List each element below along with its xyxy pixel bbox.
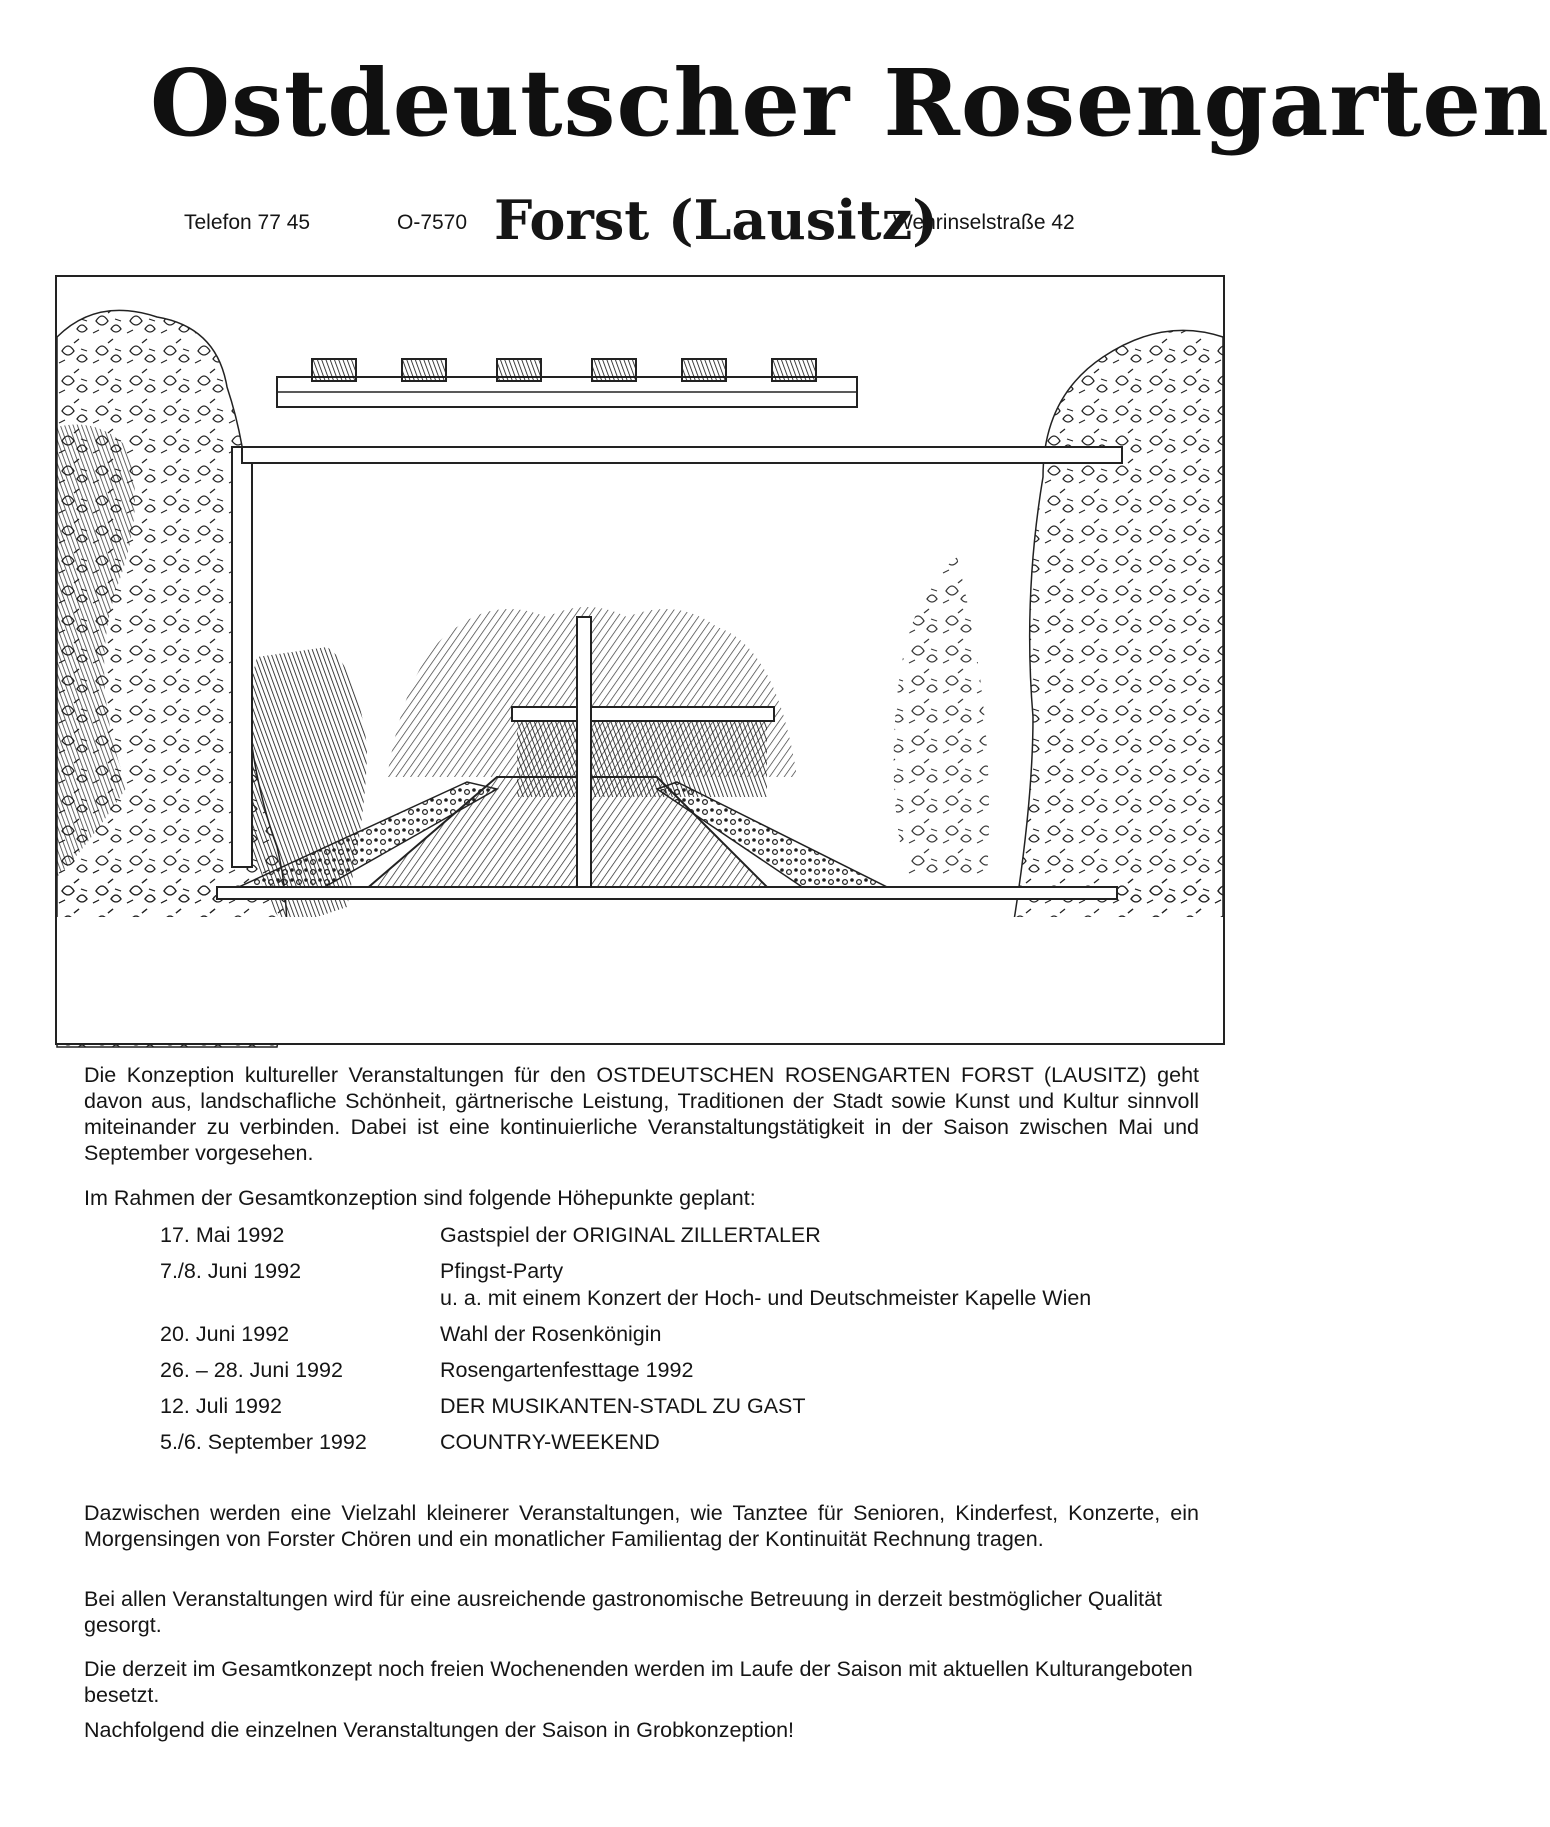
event-row — [160, 1321, 1200, 1348]
events-list — [160, 1222, 1200, 1465]
garden-illustration — [55, 275, 1225, 1045]
event-title: COUNTRY-WEEKEND — [440, 1430, 660, 1454]
central-post — [577, 617, 591, 897]
event-title: Gastspiel der ORIGINAL ZILLERTALER — [440, 1223, 821, 1247]
event-row — [160, 1393, 1200, 1420]
gastronomy-paragraph: Bei allen Veranstaltungen wird für eine ausreichende gastronomische Betreuung in derzeit bestmöglicher Qualität gesorgt. — [84, 1587, 1163, 1637]
event-detail: u. a. mit einem Konzert der Hoch- und Deutschmeister Kapelle Wien — [440, 1286, 1092, 1310]
event-title: Wahl der Rosenkönigin — [440, 1322, 662, 1346]
event-date: 17. Mai 1992 — [160, 1223, 285, 1247]
free-weekends-paragraph: Die derzeit im Gesamtkonzept noch freien Wochenenden werden im Laufe der Saison mit aktuellen Kulturangeboten besetzt. — [84, 1657, 1193, 1707]
event-row — [160, 1258, 1200, 1312]
ground-edge — [217, 887, 1117, 899]
event-row — [160, 1429, 1200, 1456]
event-date: 26. – 28. Juni 1992 — [160, 1358, 343, 1382]
event-date: 12. Juli 1992 — [160, 1394, 282, 1418]
between-paragraph: Dazwischen werden eine Vielzahl kleinerer Veranstaltungen, wie Tanztee für Senioren, Kinderfest, Konzerte, ein Morgensingen von Forster Chören und ein monatlicher Familientag der Kontinuität Rechnung tragen. — [84, 1501, 1199, 1551]
event-row — [160, 1357, 1200, 1384]
closing-line: Nachfolgend die einzelnen Veranstaltungen der Saison in Grobkonzeption! — [84, 1718, 794, 1742]
page-title: Ostdeutscher Rosengarten — [150, 49, 1550, 157]
left-pergola-post — [232, 447, 252, 867]
event-title: Pfingst-Party — [440, 1259, 564, 1283]
garden-pergola-drawing — [57, 277, 1223, 1043]
events-heading: Im Rahmen der Gesamtkonzeption sind folgende Höhepunkte geplant: — [84, 1186, 756, 1210]
event-title: DER MUSIKANTEN-STADL ZU GAST — [440, 1394, 806, 1418]
intro-paragraph: Die Konzeption kultureller Veranstaltungen für den OSTDEUTSCHEN ROSENGARTEN FORST (LAUSITZ) geht davon aus, landschafliche Schönheit, gärtnerische Leistung, Traditionen der Stadt sowie Kunst und Kultur sinnvoll miteinander zu verbinden. Dabei ist eine kontinuierliche Veranstaltungstätigkeit in der Saison zwischen Mai und September vorgesehen. — [84, 1063, 1199, 1165]
event-date: 20. Juni 1992 — [160, 1322, 290, 1346]
event-row — [160, 1222, 1200, 1249]
event-date: 5./6. September 1992 — [160, 1430, 367, 1454]
event-date: 7./8. Juni 1992 — [160, 1259, 302, 1283]
phone-number: Telefon 77 45 — [184, 211, 311, 234]
event-title: Rosengartenfesttage 1992 — [440, 1358, 694, 1382]
event-description — [440, 1258, 1200, 1312]
city-name: Forst (Lausitz) — [494, 188, 938, 252]
pergola-crossbar — [242, 447, 1122, 463]
street-address: Wehrinselstraße 42 — [893, 211, 1075, 234]
postcode: O-7570 — [397, 211, 468, 234]
